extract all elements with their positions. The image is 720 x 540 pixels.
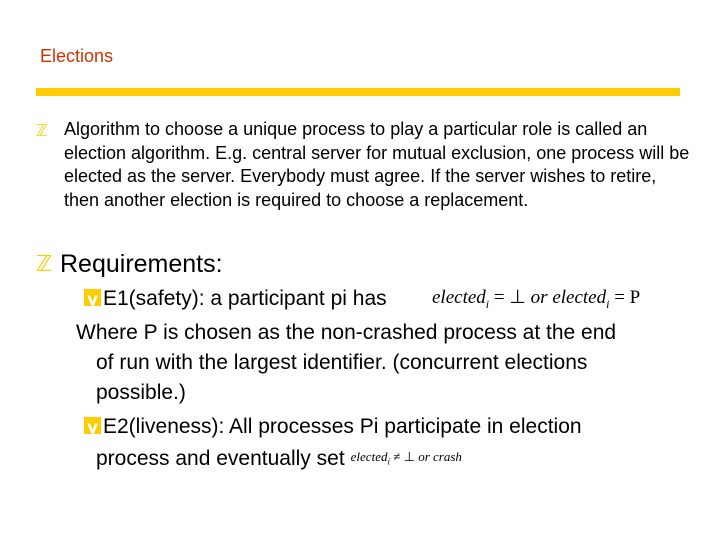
requirement-e1 <box>84 284 387 314</box>
bullet-requirements <box>36 246 696 282</box>
where-line-2: of run with the largest identifier. (concurrent elections <box>96 351 588 374</box>
bullet-y-icon <box>84 289 101 306</box>
e2-line-2-wrap <box>84 442 704 477</box>
bullet-z-icon: ℤ <box>36 252 53 277</box>
e1-text: E1(safety): a participant pi has <box>103 287 387 310</box>
e2-line-2: process and eventually set <box>96 447 345 470</box>
where-line-3: possible.) <box>96 381 186 404</box>
slide-title: Elections <box>40 46 114 66</box>
bullet-y-icon <box>84 417 101 434</box>
bullet-definition <box>36 118 696 212</box>
requirement-e2 <box>84 412 704 477</box>
e2-formula: elected$_i$ ≠ ⊥ or crash <box>350 449 462 467</box>
e1-formula: elected$_i$ = ⊥ or elected$_i$ = P <box>432 287 641 311</box>
where-paragraph <box>76 318 706 408</box>
requirements-heading: Requirements: <box>60 250 223 278</box>
bullet-z-icon: ℤ <box>36 121 48 140</box>
title-divider <box>36 88 680 96</box>
where-line-1: Where P is chosen as the non-crashed process at the end <box>76 321 617 344</box>
bullet-definition-text: Algorithm to choose a unique process to play a particular role is called an election algorithm. E.g. central server for mutual exclusion, one process will be elected as the server. Everybody must agree. If the server wishes to retire, then another election is required to choose a replacement. <box>64 119 690 210</box>
e2-line-1: E2(liveness): All processes Pi participate in election <box>103 415 582 438</box>
